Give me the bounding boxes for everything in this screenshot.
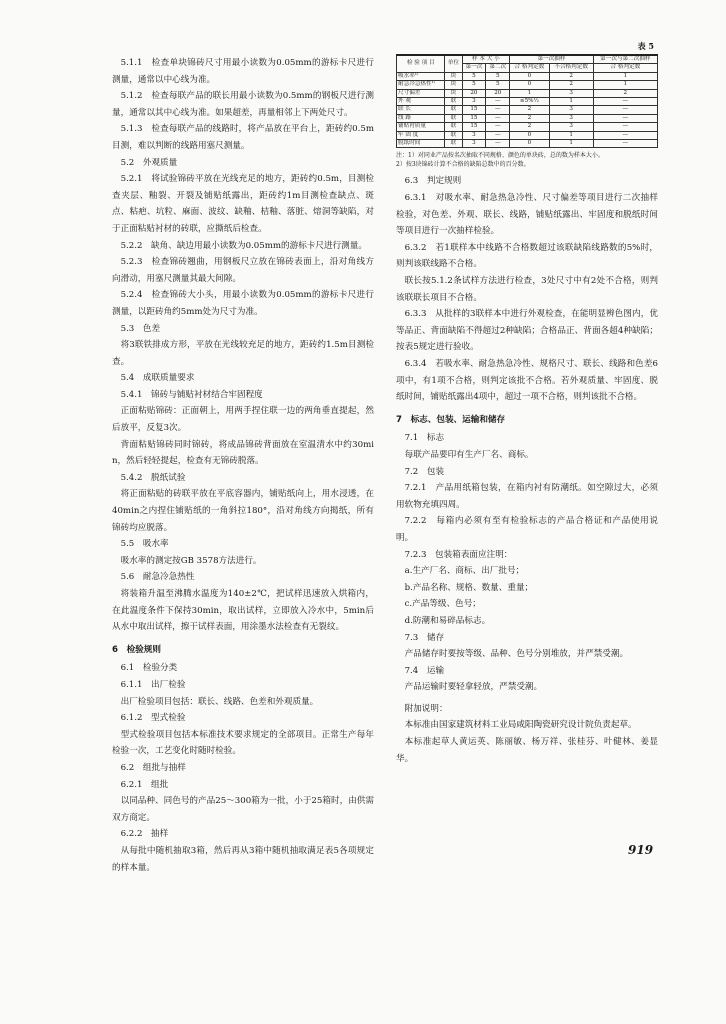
header-second: 第一次与第二次抽样	[593, 55, 657, 64]
cell-n1: 3	[462, 98, 486, 106]
cell-unit: 联	[445, 98, 462, 106]
cell-item: 吸水率¹⁾	[397, 72, 445, 80]
cell-n2: 20	[486, 89, 510, 97]
cell-item: 线 路	[397, 114, 445, 122]
cell-c1: 0	[510, 72, 549, 80]
cell-r1: 3	[549, 123, 593, 131]
paragraph: 型式检验项目包括本标准技术要求规定的全部项目。正常生产每年检验一次，工艺变化时随时检验。	[112, 729, 374, 757]
header-n2: 第二次	[486, 64, 510, 72]
paragraph: 7.2.2 每箱内必须有至有检验标志的产品合格证和产品使用说明。	[396, 516, 658, 543]
cell-c1: 0	[510, 131, 549, 139]
paragraph: a.生产厂名、商标、出厂批号；	[404, 566, 525, 577]
table-row	[397, 81, 658, 89]
header-n1: 第一次	[462, 64, 486, 72]
cell-n1: 3	[462, 140, 486, 148]
cell-c2: —	[593, 123, 657, 131]
table-note-1: 注：1）对同业产品按名次抽取不同规格、颜色的单块砖，总的数为样本大小。	[396, 152, 604, 160]
cell-c2: —	[593, 131, 657, 139]
paragraph: 将正面粘贴的砖联平放在平底容器内，铺贴纸向上，用水浸透，在40min之内捏住铺贴纸的一角斜拉180°，沿对角线方向揭纸，所有锦砖均应脱落。	[112, 489, 374, 533]
paragraph: 7.1 标志	[404, 433, 445, 444]
paragraph: 6.1 检验分类	[120, 663, 178, 674]
paragraph: 6.3.2 若1联样本中线路不合格数超过该联缺陷线路数的5%时，则判该联线路不合格。	[396, 242, 658, 270]
cell-unit: 块	[445, 81, 462, 89]
table-body	[397, 72, 658, 148]
cell-item: 耐急冷急热性¹⁾	[397, 81, 445, 89]
cell-n2: —	[486, 106, 510, 114]
paragraph: 本标准由国家建筑材料工业局咸阳陶瓷研究设计院负责起草。	[404, 720, 637, 731]
cell-item: 联 长	[397, 106, 445, 114]
cell-c1: 2	[510, 114, 549, 122]
cell-unit: 联	[445, 114, 462, 122]
paragraph: 吸水率的测定按GB 3578方法进行。	[120, 555, 262, 566]
header-sample: 样 本 大 小	[462, 55, 510, 64]
cell-n1: 20	[462, 89, 486, 97]
cell-unit: 联	[445, 106, 462, 114]
cell-r1: 3	[549, 89, 593, 97]
paragraph: 5.2 外观质量	[120, 157, 178, 168]
cell-c1: 2	[510, 106, 549, 114]
paragraph: 7.4 运输	[404, 665, 445, 676]
paragraph: 5.1.2 检查每联产品的联长用最小读数为0.5mm的钢板尺进行测量，通常以其中心线为准。如果超差，再量相邻上下两处尺寸。	[112, 91, 374, 118]
paragraph: 6.3.3 从批样的3联样本中进行外观检查，在能明显辨色图内，优等品正、背面缺陷不得超过2种缺陷；合格品正、背面各超4种缺陷；按表5规定进行验收。	[396, 309, 658, 353]
paragraph: 本标准起草人黄运英、陈丽敏、杨万祥、张桂芬、叶健林、姜显华。	[396, 737, 658, 764]
paragraph: 6.1.2 型式检验	[120, 713, 186, 724]
paragraph: 7.2.3 包装箱表面应注明：	[404, 549, 513, 560]
section-heading: 6 检验规则	[112, 644, 161, 655]
header-r1: 不合格判定数	[549, 64, 593, 72]
cell-r1: 3	[549, 106, 593, 114]
paragraph: d.防潮和易碎品标志。	[404, 615, 491, 626]
cell-n1: 15	[462, 114, 486, 122]
paragraph: 5.2.1 将试验锦砖平放在光线充足的地方，距砖约0.5m，目测检查夹层、釉裂、开裂及铺贴纸露出，距砖约1m目测检查缺点、斑点、粘疤、坑粒、麻面、波纹、缺釉、桔釉、落脏、熔洞等缺陷，对于正面粘贴衬材的砖联，应撕纸后检查。	[112, 174, 374, 234]
cell-r1: 1	[549, 140, 593, 148]
table-row	[397, 140, 658, 148]
paragraph: 5.2.3 检查锦砖翘曲，用钢板尺立放在锦砖表面上，沿对角线方向滑动，用塞尺测量其最大间隙。	[112, 257, 374, 284]
paragraph: 5.3 色差	[120, 323, 161, 334]
right-column-text	[396, 173, 658, 767]
page-number: 919	[628, 843, 654, 857]
left-column	[112, 55, 374, 876]
cell-unit: 联	[445, 131, 462, 139]
cell-r1: 1	[549, 131, 593, 139]
paragraph: 6.3 判定规则	[404, 176, 462, 187]
paragraph: 6.2.2 抽样	[120, 829, 169, 840]
paragraph: b.产品名称、规格、数量、重量；	[404, 582, 534, 593]
paragraph: 5.2.4 检查锦砖大小头，用最小读数为0.05mm的游标卡尺进行测量，以距砖角约5mm处为尺寸为准。	[112, 290, 374, 317]
cell-c1: 1	[510, 89, 549, 97]
table-row	[397, 72, 658, 80]
cell-n1: 15	[462, 106, 486, 114]
paragraph: 5.1.1 检查单块锦砖尺寸用最小读数为0.05mm的游标卡尺进行测量，通常以中心线为准。	[112, 58, 374, 85]
cell-c1: 2	[510, 123, 549, 131]
paragraph: 6.3.4 若吸水率、耐急热急冷性、规格尺寸、联长、线路和色差6项中，有1项不合格，则判定该批不合格。若外观质量、牢固度、脱纸时间，铺贴纸露出4项中，超过一项不合格，则判该批不合格。	[396, 359, 658, 403]
cell-n2: —	[486, 114, 510, 122]
table-row	[397, 106, 658, 114]
paragraph: c.产品等级、色号；	[404, 599, 481, 610]
cell-c2: 2	[593, 89, 657, 97]
table-label: 表 5	[637, 41, 654, 51]
cell-r1: 2	[549, 81, 593, 89]
paragraph: 5.4.2 脱纸试验	[120, 472, 186, 483]
cell-unit: 块	[445, 89, 462, 97]
paragraph: 6.3.1 对吸水率、耐急热急冷性、尺寸偏差等项目进行二次抽样检验，对色差、外观、联长、线路，铺贴纸露出、牢固度和脱纸时间等项目进行一次抽样检验。	[396, 193, 658, 237]
section-heading: 7 标志、包装、运输和储存	[396, 414, 506, 425]
paragraph: 5.6 耐急冷急热性	[120, 572, 195, 583]
cell-n1: 15	[462, 123, 486, 131]
cell-item: 外 观	[397, 98, 445, 106]
header-c2: 合 格判定数	[593, 64, 657, 72]
table-row	[397, 89, 658, 97]
paragraph: 将装箱升温至沸腾水温度为140±2℃，把试样迅速放入烘箱内，在此温度条件下保持30min，取出试样，立即放入冷水中，5min后从水中取出试样，擦干试样表面，用涂墨水法检查有无裂纹。	[112, 589, 374, 633]
paragraph: 背面粘贴锦砖同时锦砖，将成品锦砖背面放在室温清水中约30min，然后轻轻提起，检查有无锦砖脱落。	[112, 439, 374, 467]
paragraph: 5.1.3 检查每联产品的线路时，将产品放在平台上，距砖约0.5m目测，难以判断的线路用塞尺测量。	[112, 124, 374, 151]
cell-c2: —	[593, 106, 657, 114]
cell-unit: 联	[445, 123, 462, 131]
table-row	[397, 98, 658, 106]
paragraph: 联长按5.1.2条试样方法进行检查，3处尺寸中有2处不合格，则判该联联长项目不合格。	[396, 276, 658, 303]
paragraph: 产品储存时要按等级、品种、色号分别堆放，并严禁受潮。	[404, 649, 629, 660]
paragraph: 产品运输时要轻拿轻放，严禁受潮。	[404, 682, 543, 693]
cell-n2: 5	[486, 81, 510, 89]
cell-c2: —	[593, 98, 657, 106]
cell-c2: 1	[593, 81, 657, 89]
cell-n2: 5	[486, 72, 510, 80]
paragraph: 5.4.1 锦砖与铺贴衬材结合牢固程度	[120, 389, 263, 400]
cell-c2: 1	[593, 72, 657, 80]
paragraph: 正面粘贴锦砖：正面朝上，用两手捏住联一边的两角垂直提起，然后放平，反复3次。	[112, 406, 374, 434]
paragraph: 7.2 包装	[404, 466, 445, 477]
cell-c1: ≤5%½	[510, 98, 549, 106]
cell-item: 尺寸偏差	[397, 89, 445, 97]
cell-r1: 3	[549, 114, 593, 122]
cell-n2: —	[486, 131, 510, 139]
table-notes	[396, 151, 658, 169]
paragraph: 7.2.1 产品用纸箱包装，在箱内衬有防潮纸。如空隙过大，必须用软物充填四周。	[396, 483, 658, 510]
table-note-2: 2）按3块锦砖计算不合格的缺陷总数中的百分数。	[396, 161, 530, 169]
cell-n1: 5	[462, 72, 486, 80]
paragraph: 6.2.1 组批	[120, 779, 169, 790]
paragraph: 从每批中随机抽取3箱，然后再从3箱中随机抽取满足表5各项规定的样本量。	[112, 845, 374, 873]
cell-c1: 0	[510, 140, 549, 148]
paragraph: 每联产品要印有生产厂名、商标。	[404, 449, 534, 460]
header-unit: 单位	[445, 55, 462, 72]
right-column	[396, 40, 658, 767]
header-c1: 合 格判定数	[510, 64, 549, 72]
cell-r1: 1	[549, 98, 593, 106]
paragraph: 5.4 成联质量要求	[120, 373, 195, 384]
paragraph: 出厂检验项目包括：联长、线路、色差和外观质量。	[120, 696, 319, 707]
paragraph: 附加说明：	[404, 703, 448, 714]
paragraph: 6.2 组批与抽样	[120, 762, 186, 773]
cell-c2: —	[593, 140, 657, 148]
paragraph: 5.5 吸水率	[120, 539, 169, 550]
paragraph: 将3联铁排成方形，平放在光线较充足的地方，距砖约1.5m目测检查。	[112, 340, 374, 367]
cell-n2: —	[486, 140, 510, 148]
paragraph: 7.3 储存	[404, 632, 445, 643]
cell-n2: —	[486, 98, 510, 106]
cell-c1: 0	[510, 81, 549, 89]
cell-n2: —	[486, 123, 510, 131]
header-item: 检 验 项 目	[397, 55, 445, 72]
cell-item: 脱纸时间	[397, 140, 445, 148]
cell-r1: 2	[549, 72, 593, 80]
paragraph: 5.2.2 缺角、缺边用最小读数为0.05mm的游标卡尺进行测量。	[120, 240, 367, 251]
cell-c2: —	[593, 114, 657, 122]
cell-n1: 3	[462, 131, 486, 139]
cell-unit: 联	[445, 140, 462, 148]
cell-n1: 5	[462, 81, 486, 89]
table-row	[397, 123, 658, 131]
header-first: 第一次抽样	[510, 55, 593, 64]
inspection-table	[396, 54, 658, 148]
table-row	[397, 114, 658, 122]
cell-item: 牢 固 度	[397, 131, 445, 139]
paragraph: 6.1.1 出厂检验	[120, 679, 186, 690]
paragraph: 以同品种、同色号的产品25～300箱为一批，小于25箱时，由供需双方商定。	[112, 796, 374, 823]
cell-unit: 块	[445, 72, 462, 80]
table-row	[397, 131, 658, 139]
cell-item: 铺贴衬质量	[397, 123, 445, 131]
